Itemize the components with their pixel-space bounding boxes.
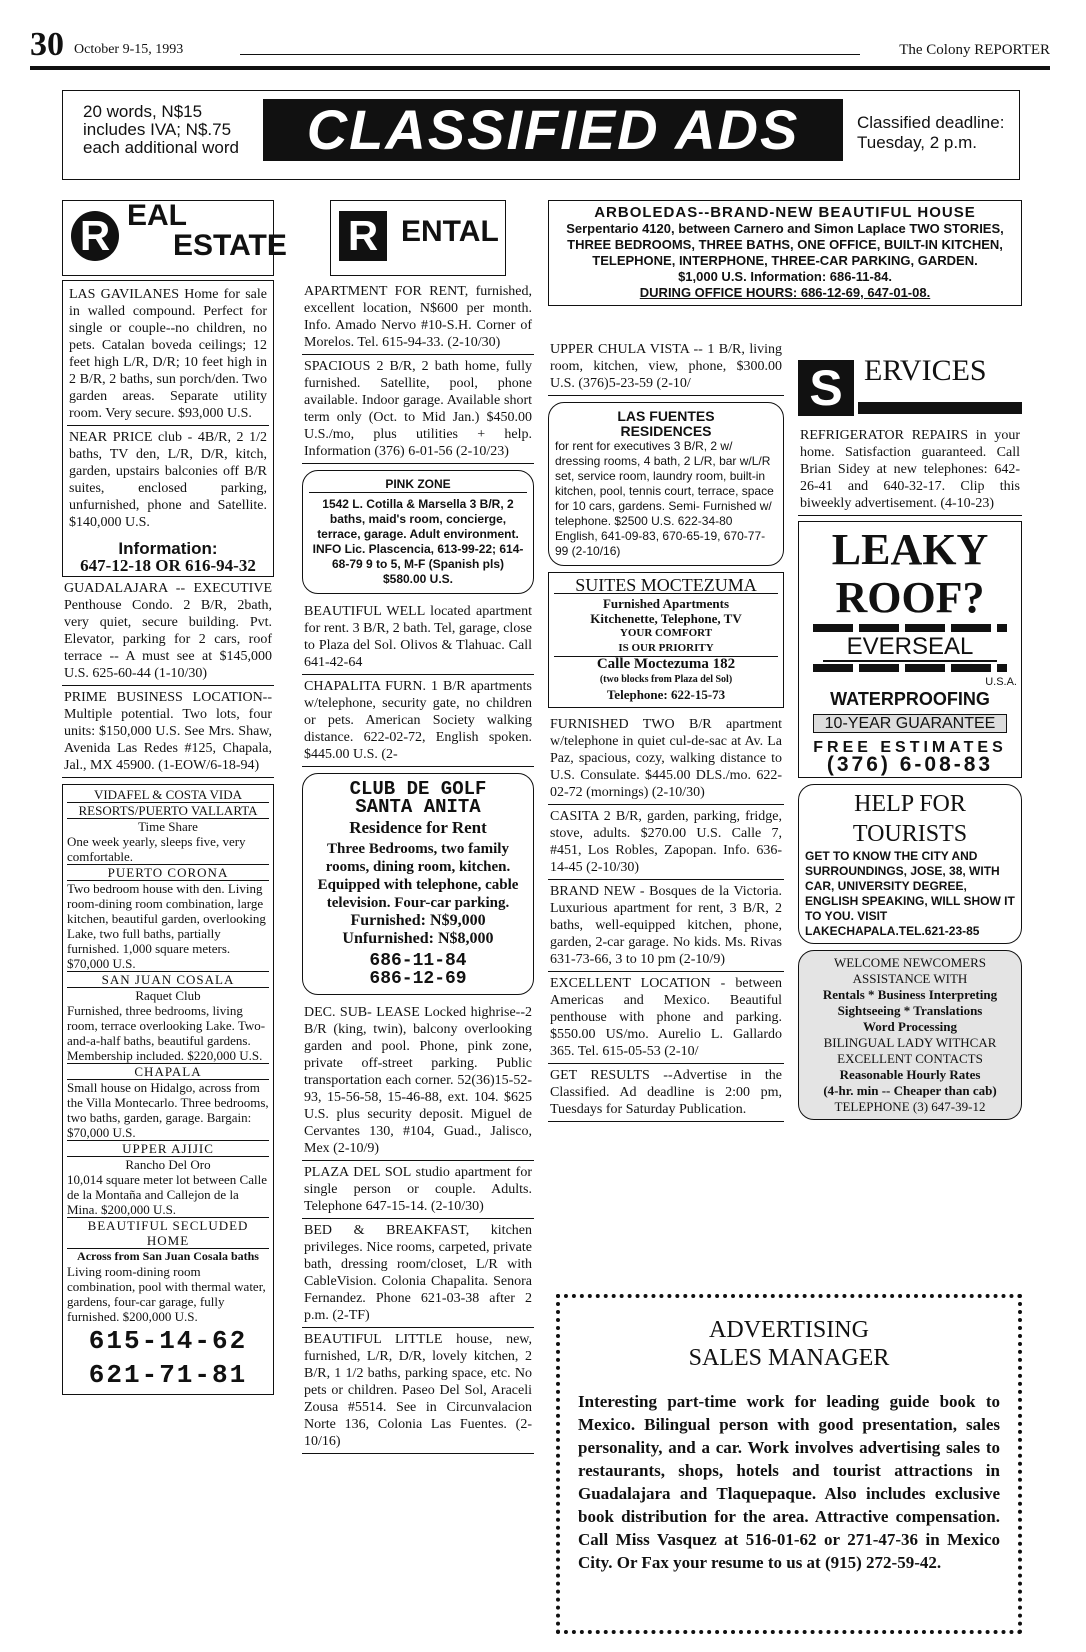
classified-ad: GET RESULTS --Advertise in the Classified. Ad deadline is 2:00 pm, Tuesdays for Saturday Publication. <box>548 1064 784 1122</box>
welcome-line: WELCOME NEWCOMERS <box>833 955 987 970</box>
leaky-brand: EVERSEAL <box>823 634 997 662</box>
deadline-value: Tuesday, 2 p.m. <box>857 133 977 152</box>
golf-box <box>302 773 534 995</box>
publication-name: The Colony REPORTER <box>899 42 1050 58</box>
rental-column <box>302 200 534 1454</box>
tourists-box <box>798 784 1022 944</box>
column-three <box>548 338 784 1122</box>
suites-address: Calle Moctezuma 182 <box>596 656 736 672</box>
welcome-line: ASSISTANCE WITH <box>852 971 968 986</box>
rental-word: ENTAL <box>401 215 499 248</box>
vidafel-sub: Time Share <box>138 819 198 834</box>
gavilanes-box <box>62 280 274 577</box>
suites-line: Kitchenette, Telephone, TV <box>590 611 742 626</box>
vidafel-sub: PUERTO CORONA <box>67 864 269 881</box>
tourists-title: TOURISTS <box>852 821 968 847</box>
arboledas-text: Serpentario 4120, between Carnero and Simon Laplace TWO STORIES, THREE BEDROOMS, THREE BATHS, ONE OFFICE, BUILT-IN KITCHEN, TELEPHONE, INTERPHONE, THREE-CAR PARKING, GARDEN. <box>566 221 1004 268</box>
header-rule <box>240 54 860 55</box>
welcome-line: (4-hr. min -- Cheaper than cab) <box>823 1083 997 1098</box>
suites-line: YOUR COMFORT <box>619 627 713 639</box>
suites-box <box>548 572 784 708</box>
advertising-title <box>578 1316 1000 1372</box>
vidafel-sub: Raquet Club <box>135 988 201 1003</box>
suites-line: Furnished Apartments <box>602 596 730 611</box>
real-estate-word-top: EAL <box>127 199 187 232</box>
vidafel-sub: SAN JUAN COSALA <box>67 971 269 988</box>
classified-ad: PLAZA DEL SOL studio apartment for single person or couple. Adults. Telephone 647-15-14. (2-10/30) <box>302 1161 534 1219</box>
classified-ad: NEAR PRICE club - 4B/R, 2 1/2 baths, TV den, L/R, D/R, kitch, garden, upstairs balconies off B/R suites, enclosed parking, unfurnished, phone and Satellite. $140,000 U.S. <box>69 430 267 530</box>
leaky-guarantee: 10-YEAR GUARANTEE <box>813 714 1007 733</box>
classified-ad: BEAUTIFUL LITTLE house, new, furnished, L/R, D/R, lovely kitchen, 2 B/R, 1 1/2 baths, parking space, etc. No pets or children. Paseo Del Sol, Araceli Zousa #5514. See in Circunvalacion Norte 136, Colonia Las Fuentes. (2-10/16) <box>302 1328 534 1454</box>
golf-unfurnished: Unfurnished: N$8,000 <box>342 930 494 947</box>
services-column <box>798 356 1022 1126</box>
rental-letter: R <box>339 211 387 261</box>
services-bar <box>858 402 1022 414</box>
leaky-roof-box <box>798 521 1022 778</box>
classified-ad: UPPER CHULA VISTA -- 1 B/R, living room, kitchen, view, phone, $300.00 U.S. (376)5-23-59 (2-10/ <box>548 338 784 396</box>
suites-line: IS OUR PRIORITY <box>554 641 778 657</box>
arboledas-box <box>548 200 1022 306</box>
welcome-line: BILINGUAL LADY WITHCAR <box>823 1035 997 1050</box>
arboledas-price: $1,000 U.S. Information: 686-11-84. <box>678 269 892 284</box>
tourists-text: GET TO KNOW THE CITY AND SURROUNDINGS, JOSE, 38, WITH CAR, UNIVERSITY DEGREE, ENGLISH SPEAKING, WILL SHOW IT TO YOU. VISIT LAKECHAPALA.TEL.621-23-85 <box>805 849 1015 938</box>
leaky-phone: (376) 6-08-83 <box>826 753 994 776</box>
issue-date: October 9-15, 1993 <box>74 42 184 57</box>
classified-ad: FURNISHED TWO B/R apartment w/telephone in quiet cul-de-sac at Av. La Paz, spacious, cozy, walking distance to U.S. Consulate. $445.00 DLS./mo. 622-02-72 (mornings) (2-10/30) <box>548 713 784 805</box>
deadline-label: Classified deadline: <box>857 113 1005 132</box>
advertising-title-line: ADVERTISING <box>709 1317 869 1343</box>
classified-title: CLASSIFIED ADS <box>263 99 843 161</box>
fuentes-title: RESIDENCES <box>620 423 712 439</box>
page-number: 30 <box>30 26 64 63</box>
vidafel-box <box>62 784 274 1395</box>
leaky-usa: U.S.A. <box>985 676 1017 688</box>
vidafel-text: 10,014 square meter lot between Calle de la Montaña and Callejon de la Mina. $200,000 U.S. <box>67 1172 267 1217</box>
welcome-line: Word Processing <box>862 1019 957 1034</box>
classified-ad: APARTMENT FOR RENT, furnished, excellent location, N$600 per month. Info. Amado Nervo #10-S.H. Corner of Morelos. Tel. 615-94-33. (2-10/30) <box>302 280 534 355</box>
classified-ad: BRAND NEW - Bosques de la Victoria. Luxurious apartment for rent, 3 B/R, 2 baths, well-equipped kitchen, phone, garden, 2-car garage. No kids. Ms. Rivas 631-73-66, 3 to 10 pm (2-10/9) <box>548 880 784 972</box>
golf-title: CLUB DE GOLF <box>349 778 487 800</box>
vidafel-phone: 621-71-81 <box>88 1360 248 1390</box>
brick-decoration <box>813 664 1007 672</box>
vidafel-text: Small house on Hidalgo, across from the Villa Montecarlo. Three bedrooms, two baths, garden, garage. Bargain: $70,000 U.S. <box>67 1080 269 1140</box>
vidafel-sub: Across from San Juan Cosala baths <box>77 1249 259 1263</box>
vidafel-sub: CHAPALA <box>67 1063 269 1080</box>
tourists-title: HELP FOR <box>854 791 966 817</box>
golf-phone: 686-12-69 <box>369 969 467 989</box>
vidafel-head-2: RESORTS/PUERTO VALLARTA <box>67 803 269 819</box>
rental-header <box>330 200 506 276</box>
golf-phone: 686-11-84 <box>369 951 467 971</box>
rates-text: 20 words, N$15 includes IVA; N$.75 each additional word <box>83 102 239 157</box>
info-phones: 647-12-18 OR 616-94-32 <box>80 556 256 575</box>
classified-ad: BEAUTIFUL WELL located apartment for rent. 3 B/R, 2 bath. Tel, garage, close to Plaza del Sol. Olivos & Tlahuac. Call 641-42-64 <box>302 600 534 675</box>
deadline-info <box>857 113 1017 153</box>
fuentes-box <box>548 402 784 566</box>
classified-ad: GUADALAJARA -- EXECUTIVE Penthouse Condo. 2 B/R, 2bath, very quiet, secure building. Pvt. Elevator, parking for 2 cars, roof terrace -- A must see at $145,000 U.S. 625-60-44 (1-10/30) <box>62 577 274 686</box>
golf-text: Three Bedrooms, two family rooms, dining room, kitchen. Equipped with telephone, cable television. Four-car parking. <box>317 841 519 911</box>
arboledas-hours: DURING OFFICE HOURS: 686-12-69, 647-01-08. <box>639 285 931 300</box>
pink-zone-text: 1542 L. Cotilla & Marsella 3 B/R, 2 baths, maid's room, concierge, terrace, garage. Adult environment. INFO Lic. Plascencia, 613-99-22; 614-68-79 9 to 5, M-F (Spanish pls) $580.00 U.S. <box>312 497 524 586</box>
welcome-line: Sightseeing * Translations <box>837 1003 983 1018</box>
vidafel-sub: UPPER AJIJIC <box>67 1140 269 1157</box>
services-header <box>798 356 1022 420</box>
classified-ad: DEC. SUB- LEASE Locked highrise--2 B/R (king, twin), balcony overlooking garden and pool. Phone, pink zone, private off-street parking. Public transportation each corner. 52(36)15-52-93, 15-56-58, 15-46-88, ext. 104. $625 U.S. plus security deposit. Miguel de Cervantes 130, #104, Guad., Jalisco, Mex (2-10/9) <box>302 1001 534 1161</box>
fuentes-title: LAS FUENTES <box>617 408 715 424</box>
real-estate-letter: R <box>71 211 119 261</box>
info-label: Information: <box>118 539 218 558</box>
masthead-rule <box>30 66 1050 70</box>
welcome-box <box>798 950 1022 1120</box>
page-header <box>30 26 1050 70</box>
classified-ad: BED & BREAKFAST, kitchen privileges. Nice rooms, carpeted, private bath, dressing room/closet, L/R with CableVision. Colonia Chapalita. Senora Fernandez. Phone 621-03-38 after 2 p.m. (2-TF) <box>302 1219 534 1328</box>
advertising-title-line: SALES MANAGER <box>688 1345 890 1371</box>
leaky-product: WATERPROOFING <box>830 689 990 709</box>
leaky-free: FREE ESTIMATES <box>813 739 1007 756</box>
column-three-top <box>548 200 1022 306</box>
welcome-line: Rentals * Business Interpreting <box>822 987 998 1002</box>
vidafel-sub: BEAUTIFUL SECLUDED HOME <box>67 1217 269 1249</box>
classified-ad: SPACIOUS 2 B/R, 2 bath home, fully furnished. Satellite, pool, phone available. Indoor garage. Available short term only (Oct. to Mid Jan.) $450.00 U.S./mo, plus utilities + help. Information (376) 6-01-56 (2-10/23) <box>302 355 534 464</box>
leaky-line: LEAKY <box>831 525 989 574</box>
welcome-line: TELEPHONE (3) 647-39-12 <box>834 1099 986 1114</box>
classified-ad: LAS GAVILANES Home for sale in walled compound. Perfect for single or couple--no children, no pets. Catalan boveda ceilings; 12 feet high L/R, D/R; 10 feet high in 2 B/R, 2 baths, sun porch/den. Two garden areas. Separate utility room. Very secure. $93,000 U.S. <box>67 283 269 426</box>
arboledas-title: ARBOLEDAS--BRAND-NEW BEAUTIFUL HOUSE <box>594 204 976 221</box>
golf-sub: Residence for Rent <box>349 818 487 837</box>
classified-ad: PRIME BUSINESS LOCATION-- Multiple potential. Two lots, four units: $150,000 U.S. See Mrs. Shaw, Avenida Las Redes #125, Chapala, Jal., MX 45900. (1-EOW/6-18-94) <box>62 686 274 778</box>
advertising-box <box>556 1294 1022 1634</box>
fuentes-text: for rent for executives 3 B/R, 2 w/ dressing rooms, 4 bath, 2 L/R, bar w/L/R set, service room, laundry room, built-in kitchen, pool, tennis court, terrace, space for 10 cars, gardens. Semi- Furnished w/ telephone. $2500 U.S. 622-34-80 English, 641-09-83, 670-65-19, 670-77-99 (2-10/16) <box>555 439 774 558</box>
brick-decoration <box>813 624 1007 632</box>
real-estate-column <box>62 199 287 1395</box>
pink-zone-title: PINK ZONE <box>309 477 527 493</box>
golf-furnished: Furnished: N$9,000 <box>350 912 486 929</box>
suites-phone: Telephone: 622-15-73 <box>606 687 726 702</box>
leaky-line: ROOF? <box>835 573 985 622</box>
vidafel-phone: 615-14-62 <box>88 1326 248 1356</box>
vidafel-text: One week yearly, sleeps five, very comfortable. <box>67 834 246 864</box>
welcome-line: EXCELLENT CONTACTS <box>837 1051 983 1066</box>
vidafel-text: Living room-dining room combination, pool with thermal water, gardens, four-car garage, fully furnished. $200,000 U.S. <box>67 1264 266 1324</box>
vidafel-sub: Rancho Del Oro <box>125 1157 211 1172</box>
golf-title: SANTA ANITA <box>355 796 481 818</box>
vidafel-text: Furnished, three bedrooms, living room, terrace overlooking Lake. Two-and-a-half baths, beautiful gardens. Membership included. $220,000 U.S. <box>67 1003 266 1063</box>
classified-ad: CASITA 2 B/R, garden, parking, fridge, stove, adults. $270.00 U.S. Calle 7, #451, Los Robles, Zapopan. Info. 636-14-45 (2-10/30) <box>548 805 784 880</box>
services-letter: S <box>798 360 854 416</box>
suites-title: SUITES MOCTEZUMA <box>554 578 778 594</box>
vidafel-head: VIDAFEL & COSTA VIDA <box>67 787 269 803</box>
classified-ad: REFRIGERATOR REPAIRS in your home. Satisfaction guaranteed. Call Brian Sidey at new telephones: 642-26-41 and 640-32-17. Clip this biweekly advertisement. (4-10-23) <box>798 424 1022 516</box>
real-estate-header <box>62 199 287 276</box>
real-estate-word-bottom: ESTATE <box>173 229 287 262</box>
pink-zone-box <box>302 470 534 594</box>
classified-ad: EXCELLENT LOCATION - between Americas and Mexico. Beautiful penthouse with phone and parking. $550.00 US/mo. Aurelio L. Gallardo 365. Tel. 615-05-53 (2-10/ <box>548 972 784 1064</box>
vidafel-text: Two bedroom house with den. Living room-dining room combination, large kitchen, beautiful garden, overlooking Lake, two full baths, partially furnished. 1,000 square meters. $70,000 U.S. <box>67 881 266 971</box>
welcome-line: Reasonable Hourly Rates <box>839 1067 981 1082</box>
classified-ad: CHAPALITA FURN. 1 B/R apartments w/telephone, security gate, no children or pets. American Society walking distance. 622-02-72, English spoken. $445.00 U.S. (2- <box>302 675 534 767</box>
services-word: ERVICES <box>864 354 987 387</box>
advertising-body: Interesting part-time work for leading guide book to Mexico. Bilingual person with good presentation, sales personality, and a car. Work involves advertising sales to restaurants, shops, hotels and tourist attractions in Guadalajara and Tlaquepaque. Also includes exclusive book distribution for the area. Attractive compensation. Call Miss Vasquez at 516-01-62 or 271-47-36 in Mexico City. Or Fax your resume to us at (915) 272-59-42. <box>578 1392 1000 1572</box>
classified-masthead <box>62 90 1020 180</box>
suites-note: (two blocks from Plaza del Sol) <box>599 674 733 685</box>
